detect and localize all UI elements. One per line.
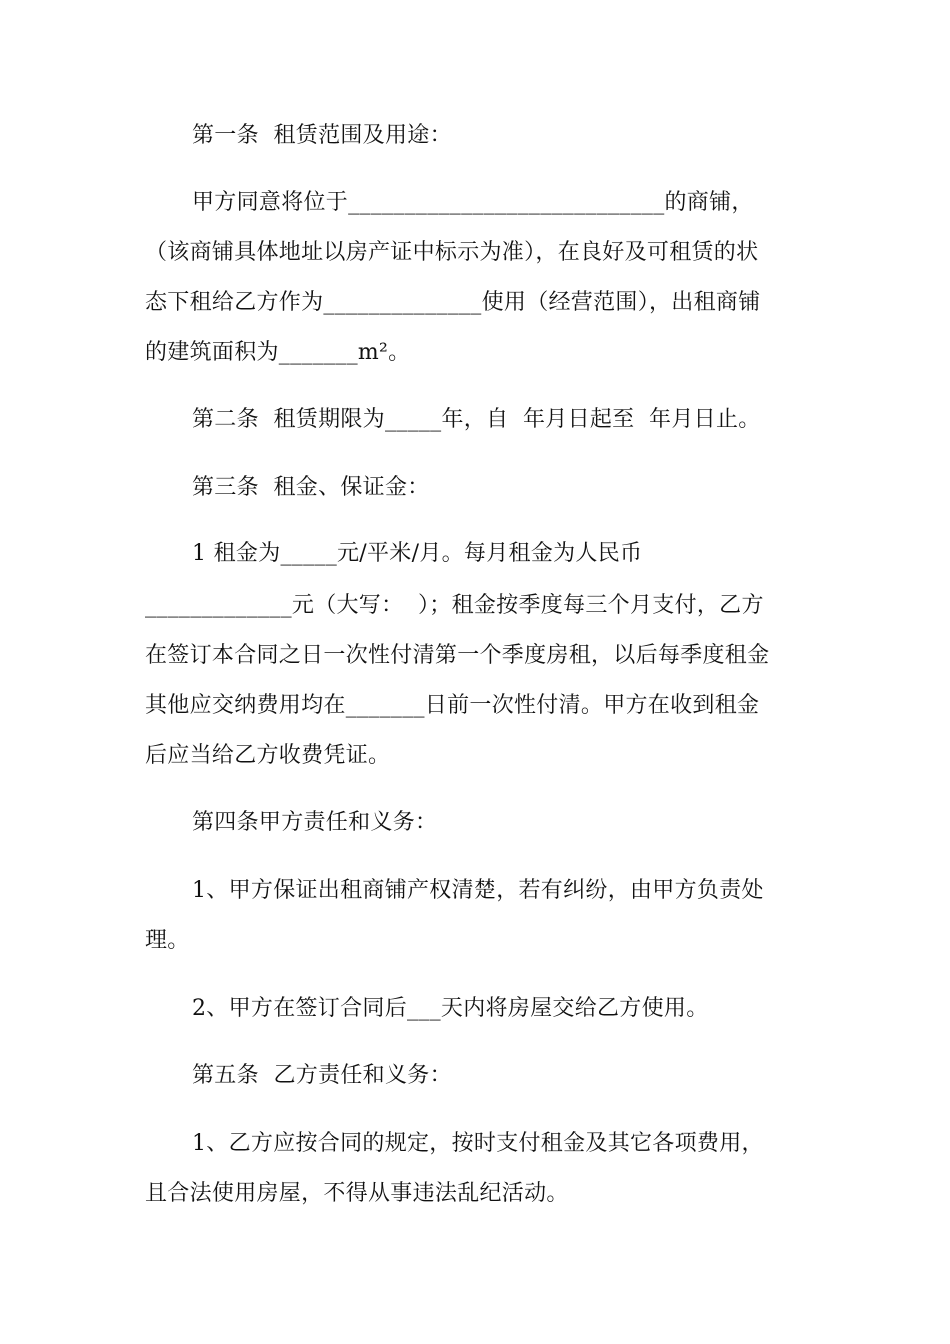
article-1-paragraph-line: 态下租给乙方作为______________使用（经营范围），出租商铺 (145, 290, 761, 315)
article-3-heading: 第三条 租金、保证金： (192, 475, 430, 500)
article-2-paragraph: 第二条 租赁期限为_____年，自 年月日起至 年月日止。 (192, 407, 761, 432)
article-3-paragraph-line: _____________元（大写： ）；租金按季度每三个月支付，乙方 (145, 593, 764, 618)
article-3-paragraph-line: 1 租金为_____元/平米/月。每月租金为人民币 (192, 541, 643, 566)
article-4-heading: 第四条甲方责任和义务： (192, 810, 438, 835)
article-1-paragraph-line: （该商铺具体地址以房产证中标示为准），在良好及可租赁的状 (145, 240, 759, 265)
article-1-paragraph-line: 的建筑面积为_______m²。 (145, 340, 411, 365)
article-1-paragraph-line: 甲方同意将位于____________________________的商铺， (192, 190, 754, 215)
article-3-paragraph-line: 在签订本合同之日一次性付清第一个季度房租，以后每季度租金 (145, 643, 770, 668)
article-5-heading: 第五条 乙方责任和义务： (192, 1063, 452, 1088)
article-5-item-line: 1、乙方应按合同的规定，按时支付租金及其它各项费用， (192, 1131, 764, 1156)
article-5-item-line: 且合法使用房屋，不得从事违法乱纪活动。 (145, 1181, 569, 1206)
article-4-item-line: 1、甲方保证出租商铺产权清楚，若有纠纷，由甲方负责处 (192, 878, 764, 903)
article-4-item-line: 理。 (145, 928, 190, 953)
article-4-item-line: 2、甲方在签订合同后___天内将房屋交给乙方使用。 (192, 996, 709, 1021)
article-3-paragraph-line: 后应当给乙方收费凭证。 (145, 743, 391, 768)
article-1-heading: 第一条 租赁范围及用途： (192, 123, 452, 148)
article-3-paragraph-line: 其他应交纳费用均在_______日前一次性付清。甲方在收到租金 (145, 693, 760, 718)
